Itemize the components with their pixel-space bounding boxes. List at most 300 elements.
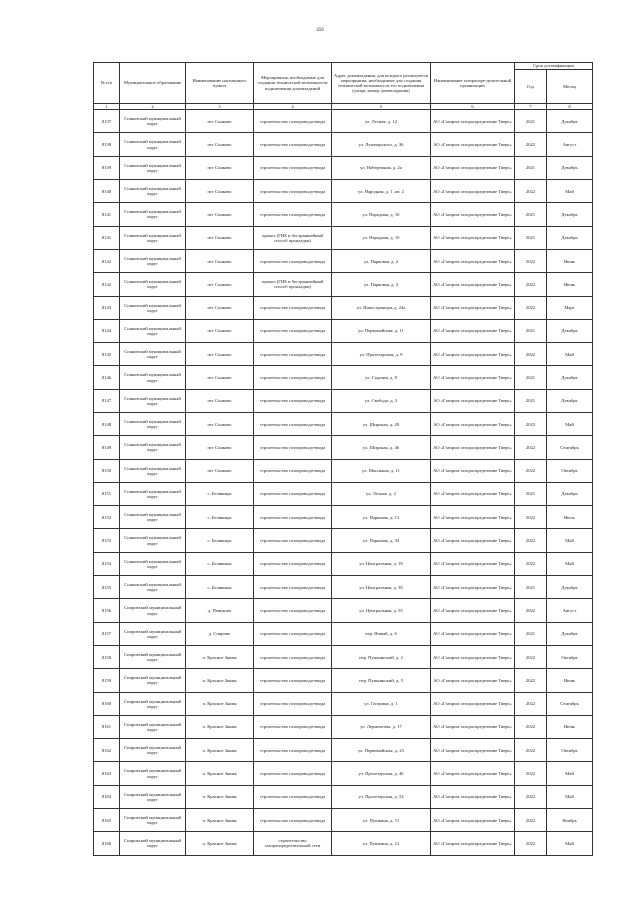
month-cell: Август <box>547 133 593 156</box>
municipality-cell: Спировский муниципальный округ <box>120 599 186 622</box>
year-cell: 2021 <box>515 576 547 599</box>
organization-cell: АО «Газпром газораспределение Тверь» <box>431 482 515 505</box>
table-body <box>94 104 593 856</box>
measure-cell: строительство газопровода-ввода <box>254 645 332 668</box>
measure-cell: строительство газопровода-ввода <box>254 599 332 622</box>
organization-cell: АО «Газпром газораспределение Тверь» <box>431 296 515 319</box>
year-cell: 2021 <box>515 622 547 645</box>
month-cell: Июнь <box>547 273 593 296</box>
row-number: 8137 <box>94 110 120 133</box>
address-cell: ул. Народная, д. 10 <box>332 203 431 226</box>
month-cell: Декабрь <box>547 576 593 599</box>
address-cell: ул. Новостроящая, д. 24а <box>332 296 431 319</box>
header-deadline: Срок догазификации <box>515 63 593 70</box>
row-number: 8155 <box>94 576 120 599</box>
measure-cell: строительство газопровода-ввода <box>254 739 332 762</box>
table-row <box>94 273 593 296</box>
settlement-cell: пгт Сонково <box>186 319 254 342</box>
table-row <box>94 226 593 249</box>
organization-cell: АО «Газпром газораспределение Тверь» <box>431 436 515 459</box>
organization-cell: АО «Газпром газораспределение Тверь» <box>431 180 515 203</box>
settlement-cell: пгт Сонково <box>186 273 254 296</box>
month-cell: Декабрь <box>547 319 593 342</box>
municipality-cell: Спировский муниципальный округ <box>120 785 186 808</box>
measure-cell: строительство газопровода-ввода <box>254 669 332 692</box>
year-cell: 2021 <box>515 366 547 389</box>
municipality-cell: Сонковский муниципальный округ <box>120 180 186 203</box>
municipality-cell: Спировский муниципальный округ <box>120 832 186 855</box>
year-cell: 2022 <box>515 506 547 529</box>
measure-cell: строительство газопровода-ввода <box>254 319 332 342</box>
measure-cell: строительство газопровода-ввода <box>254 576 332 599</box>
measure-cell: строительство газопровода-ввода <box>254 506 332 529</box>
organization-cell: АО «Газпром газораспределение Тверь» <box>431 809 515 832</box>
month-cell: Июнь <box>547 669 593 692</box>
table-row <box>94 296 593 319</box>
settlement-cell: пгт Сонково <box>186 436 254 459</box>
row-number: 8154 <box>94 552 120 575</box>
row-number: 8159 <box>94 669 120 692</box>
row-number: 8162 <box>94 739 120 762</box>
organization-cell: АО «Газпром газораспределение Тверь» <box>431 226 515 249</box>
header-municipality: Муниципальное образование <box>120 63 186 104</box>
row-number: 8166 <box>94 832 120 855</box>
settlement-cell: пгт Сонково <box>186 343 254 366</box>
settlement-cell: пгт Сонково <box>186 110 254 133</box>
measure-cell: строительство газопровода-ввода <box>254 156 332 179</box>
measure-cell: строительство газопровода-ввода <box>254 762 332 785</box>
settlement-cell: с. Беляницы <box>186 482 254 505</box>
measure-cell: строительство газопровода-ввода <box>254 482 332 505</box>
month-cell: Май <box>547 552 593 575</box>
organization-cell: АО «Газпром газораспределение Тверь» <box>431 133 515 156</box>
row-number: 8161 <box>94 715 120 738</box>
settlement-cell: п. Красное Знамя <box>186 669 254 692</box>
measure-cell: строительство газопровода-ввода <box>254 692 332 715</box>
gasification-table <box>93 62 593 856</box>
table-row <box>94 739 593 762</box>
municipality-cell: Спировский муниципальный округ <box>120 692 186 715</box>
address-cell: ул. Парковая, д. 13 <box>332 506 431 529</box>
table-row <box>94 715 593 738</box>
measure-cell: строительство газопровода-ввода <box>254 343 332 366</box>
measure-cell: строительство газопровода-ввода <box>254 529 332 552</box>
month-cell: Декабрь <box>547 203 593 226</box>
year-cell: 2021 <box>515 482 547 505</box>
row-number: 8152 <box>94 506 120 529</box>
address-cell: ул. Широкая, д. 28 <box>332 413 431 436</box>
month-cell: Декабрь <box>547 482 593 505</box>
address-cell: ул. Парковая, д. 2 <box>332 249 431 272</box>
organization-cell: АО «Газпром газораспределение Тверь» <box>431 715 515 738</box>
organization-cell: АО «Газпром газораспределение Тверь» <box>431 622 515 645</box>
table-row <box>94 832 593 855</box>
measure-cell: строительство газопровода-ввода <box>254 622 332 645</box>
header-year: Год <box>515 70 547 104</box>
measure-cell: строительство газопровода-ввода <box>254 389 332 412</box>
year-cell: 2022 <box>515 343 547 366</box>
address-cell: ул. Пушкина, д. 21 <box>332 832 431 855</box>
settlement-cell: п. Красное Знамя <box>186 762 254 785</box>
table-row <box>94 576 593 599</box>
address-cell: ул. Лермонтова, д. 17 <box>332 715 431 738</box>
table-row <box>94 110 593 133</box>
measure-cell: строительство газопровода-ввода <box>254 296 332 319</box>
settlement-cell: пгт Сонково <box>186 413 254 436</box>
organization-cell: АО «Газпром газораспределение Тверь» <box>431 785 515 808</box>
municipality-cell: Спировский муниципальный округ <box>120 762 186 785</box>
month-cell: Ноябрь <box>547 809 593 832</box>
measure-cell: строительство газопровода-ввода <box>254 133 332 156</box>
municipality-cell: Сонковский муниципальный округ <box>120 389 186 412</box>
settlement-cell: пгт Сонково <box>186 203 254 226</box>
municipality-cell: Сонковский муниципальный округ <box>120 506 186 529</box>
row-number: 8156 <box>94 599 120 622</box>
table-row <box>94 249 593 272</box>
address-cell: ул. Парковая, д. 34 <box>332 529 431 552</box>
measure-cell: строительство газопровода-ввода <box>254 180 332 203</box>
settlement-cell: п. Красное Знамя <box>186 692 254 715</box>
settlement-cell: пгт Сонково <box>186 366 254 389</box>
row-number: 8150 <box>94 459 120 482</box>
column-number: 4 <box>254 104 332 110</box>
municipality-cell: Спировский муниципальный округ <box>120 809 186 832</box>
table-row <box>94 343 593 366</box>
settlement-cell: п. Красное Знамя <box>186 832 254 855</box>
column-number: 7 <box>515 104 547 110</box>
organization-cell: АО «Газпром газораспределение Тверь» <box>431 506 515 529</box>
row-number: 8139 <box>94 156 120 179</box>
table-row <box>94 599 593 622</box>
month-cell: Май <box>547 180 593 203</box>
address-cell: ул. Луначарского, д. 36 <box>332 133 431 156</box>
year-cell: 2022 <box>515 669 547 692</box>
month-cell: Май <box>547 762 593 785</box>
table-row <box>94 692 593 715</box>
address-cell: ул. Набережная, д. 2а <box>332 156 431 179</box>
table-row <box>94 529 593 552</box>
organization-cell: АО «Газпром газораспределение Тверь» <box>431 739 515 762</box>
row-number: 8149 <box>94 436 120 459</box>
municipality-cell: Сонковский муниципальный округ <box>120 413 186 436</box>
column-number: 6 <box>431 104 515 110</box>
settlement-cell: д. Спирово <box>186 622 254 645</box>
month-cell: Сентябрь <box>547 436 593 459</box>
year-cell: 2021 <box>515 389 547 412</box>
organization-cell: АО «Газпром газораспределение Тверь» <box>431 762 515 785</box>
month-cell: Декабрь <box>547 622 593 645</box>
measure-cell: строительство газопровода-ввода <box>254 809 332 832</box>
settlement-cell: с. Беляницы <box>186 529 254 552</box>
year-cell: 2022 <box>515 273 547 296</box>
month-cell: Июнь <box>547 249 593 272</box>
header-address: Адрес домовладения, для которого реализуются мероприятия, необходимые для создания технической возможности его подключения (улица, номер домовладения) <box>332 63 431 104</box>
column-number: 8 <box>547 104 593 110</box>
municipality-cell: Сонковский муниципальный округ <box>120 156 186 179</box>
table-row <box>94 156 593 179</box>
row-number: 8164 <box>94 785 120 808</box>
address-cell: ул. Лесная, д. 2 <box>332 482 431 505</box>
month-cell: Октябрь <box>547 645 593 668</box>
year-cell: 2022 <box>515 249 547 272</box>
year-cell: 2022 <box>515 645 547 668</box>
municipality-cell: Сонковский муниципальный округ <box>120 110 186 133</box>
address-cell: ул. Широкая, д. 46 <box>332 436 431 459</box>
month-cell: Декабрь <box>547 110 593 133</box>
organization-cell: АО «Газпром газораспределение Тверь» <box>431 110 515 133</box>
month-cell: Май <box>547 413 593 436</box>
municipality-cell: Сонковский муниципальный округ <box>120 436 186 459</box>
municipality-cell: Сонковский муниципальный округ <box>120 133 186 156</box>
month-cell: Октябрь <box>547 739 593 762</box>
organization-cell: АО «Газпром газораспределение Тверь» <box>431 156 515 179</box>
municipality-cell: Спировский муниципальный округ <box>120 739 186 762</box>
address-cell: пер. Пушкинский, д. 5 <box>332 669 431 692</box>
year-cell: 2022 <box>515 785 547 808</box>
organization-cell: АО «Газпром газораспределение Тверь» <box>431 645 515 668</box>
measure-cell: прокол (ГНБ и бестраншейный способ прокладки) <box>254 273 332 296</box>
row-number: 8140 <box>94 180 120 203</box>
settlement-cell: п. Красное Знамя <box>186 739 254 762</box>
year-cell: 2023 <box>515 413 547 436</box>
settlement-cell: пгт Сонково <box>186 249 254 272</box>
month-cell: Декабрь <box>547 226 593 249</box>
municipality-cell: Сонковский муниципальный округ <box>120 203 186 226</box>
column-number: 1 <box>94 104 120 110</box>
municipality-cell: Сонковский муниципальный округ <box>120 249 186 272</box>
measure-cell: строительство газопровода-ввода <box>254 413 332 436</box>
municipality-cell: Спировский муниципальный округ <box>120 715 186 738</box>
measure-cell: строительство газопровода-ввода <box>254 552 332 575</box>
row-number: 8163 <box>94 762 120 785</box>
month-cell: Декабрь <box>547 366 593 389</box>
row-number: 8153 <box>94 529 120 552</box>
organization-cell: АО «Газпром газораспределение Тверь» <box>431 692 515 715</box>
table-row <box>94 436 593 459</box>
organization-cell: АО «Газпром газораспределение Тверь» <box>431 249 515 272</box>
month-cell: Декабрь <box>547 389 593 412</box>
address-cell: ул. Центральная, д. 55 <box>332 599 431 622</box>
row-number: 8165 <box>94 809 120 832</box>
organization-cell: АО «Газпром газораспределение Тверь» <box>431 203 515 226</box>
address-cell: ул. Пушкина, д. 11 <box>332 809 431 832</box>
year-cell: 2022 <box>515 296 547 319</box>
year-cell: 2021 <box>515 319 547 342</box>
address-cell: ул. Народная, д. 10 <box>332 226 431 249</box>
year-cell: 2022 <box>515 459 547 482</box>
municipality-cell: Сонковский муниципальный округ <box>120 343 186 366</box>
row-number: 8143 <box>94 296 120 319</box>
month-cell: Июль <box>547 506 593 529</box>
organization-cell: АО «Газпром газораспределение Тверь» <box>431 529 515 552</box>
month-cell: Май <box>547 343 593 366</box>
organization-cell: АО «Газпром газораспределение Тверь» <box>431 459 515 482</box>
table-row <box>94 413 593 436</box>
municipality-cell: Сонковский муниципальный округ <box>120 576 186 599</box>
municipality-cell: Сонковский муниципальный округ <box>120 529 186 552</box>
table-row <box>94 506 593 529</box>
organization-cell: АО «Газпром газораспределение Тверь» <box>431 599 515 622</box>
column-number: 2 <box>120 104 186 110</box>
settlement-cell: пгт Сонково <box>186 296 254 319</box>
row-number: 8142 <box>94 249 120 272</box>
column-number: 3 <box>186 104 254 110</box>
address-cell: ул. Первомайская, д. 11 <box>332 319 431 342</box>
settlement-cell: пгт Сонково <box>186 459 254 482</box>
organization-cell: АО «Газпром газораспределение Тверь» <box>431 389 515 412</box>
month-cell: Сентябрь <box>547 692 593 715</box>
table-row <box>94 552 593 575</box>
table-row <box>94 366 593 389</box>
month-cell: Декабрь <box>547 156 593 179</box>
year-cell: 2022 <box>515 599 547 622</box>
month-cell: Март <box>547 296 593 319</box>
row-number: 8158 <box>94 645 120 668</box>
table-row <box>94 319 593 342</box>
municipality-cell: Сонковский муниципальный округ <box>120 552 186 575</box>
month-cell: Май <box>547 785 593 808</box>
municipality-cell: Спировский муниципальный округ <box>120 645 186 668</box>
address-cell: ул. Центральная, д. 18 <box>332 552 431 575</box>
row-number: 8145 <box>94 343 120 366</box>
address-cell: пер. Новый, д. 6 <box>332 622 431 645</box>
table-header <box>94 63 593 104</box>
measure-cell: строительство газопровода-ввода <box>254 203 332 226</box>
table-row <box>94 459 593 482</box>
year-cell: 2022 <box>515 715 547 738</box>
address-cell: ул. Свобода, д. 3 <box>332 389 431 412</box>
measure-cell: строительство газопровода-ввода <box>254 436 332 459</box>
table-row <box>94 669 593 692</box>
year-cell: 2022 <box>515 529 547 552</box>
address-cell: ул. Гагарина, д. 1 <box>332 692 431 715</box>
year-cell: 2022 <box>515 692 547 715</box>
month-cell: Май <box>547 529 593 552</box>
measure-cell: прокол (ГНБ и бестраншейный способ прокладки) <box>254 226 332 249</box>
row-number: 8147 <box>94 389 120 412</box>
page-number: 456 <box>316 28 324 33</box>
measure-cell: строительство газопровода-ввода <box>254 459 332 482</box>
settlement-cell: п. Красное Знамя <box>186 785 254 808</box>
table-row <box>94 645 593 668</box>
organization-cell: АО «Газпром газораспределение Тверь» <box>431 343 515 366</box>
header-measures: Мероприятия, необходимые для создания технической возможности подключения домовладений <box>254 63 332 104</box>
year-cell: 2021 <box>515 110 547 133</box>
table-row <box>94 389 593 412</box>
row-number: 8151 <box>94 482 120 505</box>
measure-cell: строительство газопровода-ввода <box>254 110 332 133</box>
measure-cell: строительство газопровода-ввода <box>254 785 332 808</box>
organization-cell: АО «Газпром газораспределение Тверь» <box>431 413 515 436</box>
settlement-cell: с. Беляницы <box>186 506 254 529</box>
year-cell: 2022 <box>515 809 547 832</box>
table-row <box>94 482 593 505</box>
row-number: 8146 <box>94 366 120 389</box>
organization-cell: АО «Газпром газораспределение Тверь» <box>431 576 515 599</box>
year-cell: 2022 <box>515 739 547 762</box>
month-cell: Июнь <box>547 715 593 738</box>
municipality-cell: Сонковский муниципальный округ <box>120 482 186 505</box>
settlement-cell: пгт Сонково <box>186 180 254 203</box>
settlement-cell: с. Беляницы <box>186 552 254 575</box>
table-row <box>94 762 593 785</box>
address-cell: ул. Садовая, д. 8 <box>332 366 431 389</box>
year-cell: 2022 <box>515 552 547 575</box>
address-cell: ул. Парковая, д. 2 <box>332 273 431 296</box>
measure-cell: строительство газопровода-ввода <box>254 715 332 738</box>
municipality-cell: Сонковский муниципальный округ <box>120 459 186 482</box>
address-cell: ул. Школьная, д. 11 <box>332 459 431 482</box>
year-cell: 2022 <box>515 133 547 156</box>
row-number: 8160 <box>94 692 120 715</box>
row-number: 8141 <box>94 226 120 249</box>
table-row <box>94 809 593 832</box>
municipality-cell: Сонковский муниципальный округ <box>120 273 186 296</box>
row-number: 8148 <box>94 413 120 436</box>
year-cell: 2021 <box>515 226 547 249</box>
organization-cell: АО «Газпром газораспределение Тверь» <box>431 319 515 342</box>
settlement-cell: пгт Сонково <box>186 389 254 412</box>
settlement-cell: пгт Сонково <box>186 133 254 156</box>
row-number: 8144 <box>94 319 120 342</box>
municipality-cell: Спировский муниципальный округ <box>120 622 186 645</box>
header-month: Месяц <box>547 70 593 104</box>
month-cell: Октябрь <box>547 459 593 482</box>
organization-cell: АО «Газпром газораспределение Тверь» <box>431 552 515 575</box>
table-row <box>94 622 593 645</box>
organization-cell: АО «Газпром газораспределение Тверь» <box>431 832 515 855</box>
address-cell: ул. Народная, д. 1, кв. 2 <box>332 180 431 203</box>
row-number: 8142 <box>94 273 120 296</box>
table-row <box>94 180 593 203</box>
municipality-cell: Сонковский муниципальный округ <box>120 296 186 319</box>
municipality-cell: Сонковский муниципальный округ <box>120 366 186 389</box>
address-cell: ул. Пролетарская, д. 46 <box>332 762 431 785</box>
settlement-cell: с. Беляницы <box>186 576 254 599</box>
header-settlement: Наименование населенного пункта <box>186 63 254 104</box>
organization-cell: АО «Газпром газораспределение Тверь» <box>431 669 515 692</box>
settlement-cell: пгт Сонково <box>186 156 254 179</box>
organization-cell: АО «Газпром газораспределение Тверь» <box>431 366 515 389</box>
row-number: 8138 <box>94 133 120 156</box>
measure-cell: строительство газопровода-ввода <box>254 366 332 389</box>
settlement-cell: д. Пеньково <box>186 599 254 622</box>
settlement-cell: пгт Сонково <box>186 226 254 249</box>
measure-cell: строительство газораспределительной сети <box>254 832 332 855</box>
year-cell: 2022 <box>515 832 547 855</box>
year-cell: 2022 <box>515 762 547 785</box>
municipality-cell: Спировский муниципальный округ <box>120 669 186 692</box>
settlement-cell: п. Красное Знамя <box>186 715 254 738</box>
year-cell: 2021 <box>515 156 547 179</box>
row-number: 8157 <box>94 622 120 645</box>
address-cell: ул. Центральная, д. 39 <box>332 576 431 599</box>
year-cell: 2021 <box>515 203 547 226</box>
column-number: 5 <box>332 104 431 110</box>
municipality-cell: Сонковский муниципальный округ <box>120 226 186 249</box>
table-row <box>94 785 593 808</box>
address-cell: ул. Лесная, д. 12 <box>332 110 431 133</box>
address-cell: ул. Первомайская, д. 23 <box>332 739 431 762</box>
address-cell: ул. Пролетарская, д. 9 <box>332 343 431 366</box>
table-row <box>94 203 593 226</box>
table-row <box>94 133 593 156</box>
header-organization: Наименование газораспре-делительной организации <box>431 63 515 104</box>
measure-cell: строительство газопровода-ввода <box>254 249 332 272</box>
address-cell: ул. Пролетарская, д. 52 <box>332 785 431 808</box>
address-cell: пер. Пушкинский, д. 2 <box>332 645 431 668</box>
municipality-cell: Сонковский муниципальный округ <box>120 319 186 342</box>
